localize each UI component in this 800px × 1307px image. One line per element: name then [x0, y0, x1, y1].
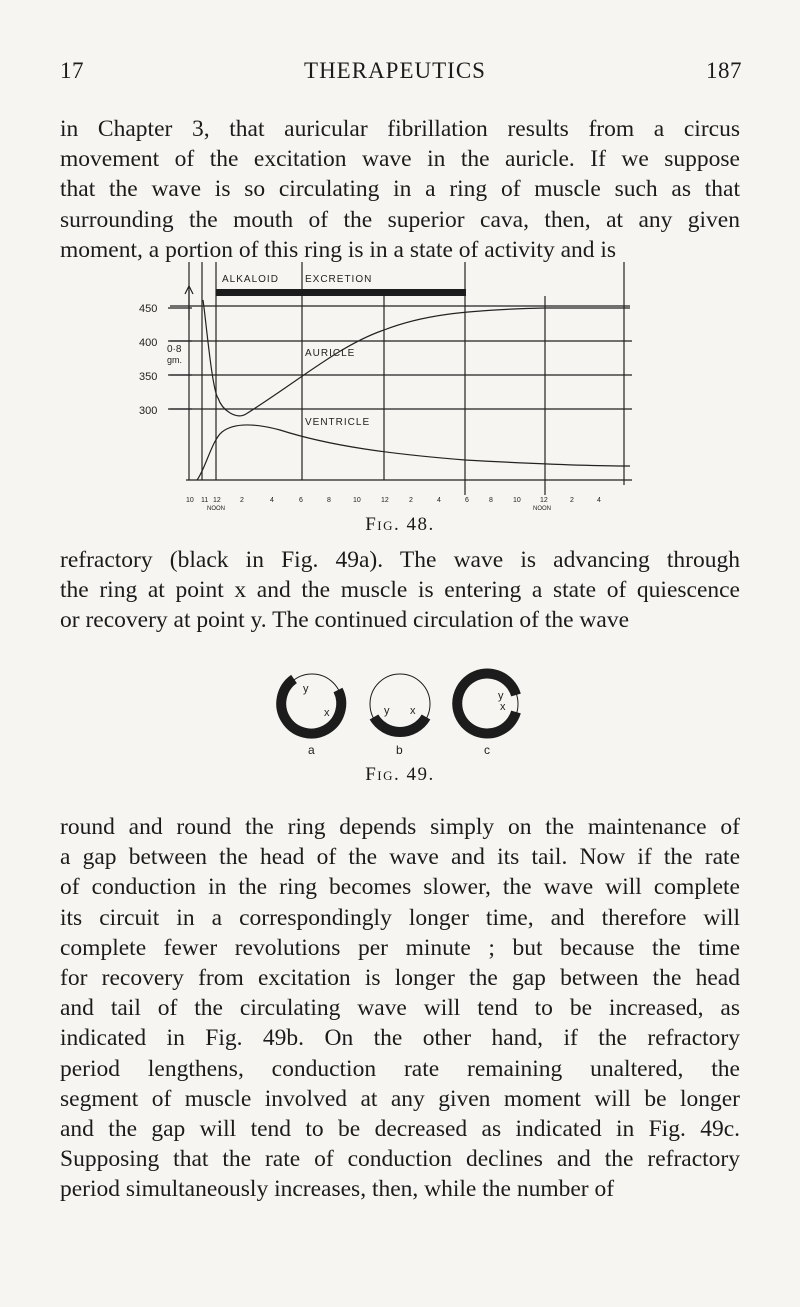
- x-tick-label: 11: [201, 497, 209, 504]
- text-line: indicated in Fig. 49b. On the other hand, if the refractory: [60, 1025, 740, 1052]
- text-line: the ring at point x and the muscle is entering a state of quiescence: [60, 577, 740, 604]
- figure-48-caption: Fig. 48.: [365, 514, 435, 535]
- x-ticks: [186, 497, 601, 512]
- ring-c: [457, 674, 518, 735]
- excretion-bar: [216, 289, 466, 296]
- point-x-label: x: [410, 705, 416, 717]
- text-line: period lengthens, conduction rate remaining unaltered, the: [60, 1055, 740, 1082]
- dose-unit: gm.: [167, 355, 183, 365]
- text-line: Supposing that the rate of conduction declines and the refractory: [60, 1146, 740, 1173]
- alkaloid-label: ALKALOID: [222, 274, 279, 285]
- panel-label-c: c: [484, 743, 490, 757]
- ring-a: [281, 674, 342, 734]
- x-tick-label: 4: [597, 497, 601, 504]
- text-line: moment, a portion of this ring is in a state of activity and is: [60, 236, 617, 263]
- x-tick-label: 12: [540, 497, 548, 504]
- text-line: segment of muscle involved at any given moment will be longer: [60, 1085, 740, 1112]
- x-tick-label: 12: [381, 497, 389, 504]
- point-y-label: y: [498, 690, 504, 702]
- noon-label: NOON: [207, 506, 225, 512]
- y-tick-label: 350: [139, 371, 158, 383]
- panel-label-b: b: [396, 743, 403, 757]
- text-line: and tail of the circulating wave will tend to be increased, as: [60, 995, 740, 1022]
- y-tick-label: 450: [139, 303, 158, 315]
- x-tick-label: 6: [299, 497, 303, 504]
- text-line: in Chapter 3, that auricular fibrillation results from a circus: [60, 116, 740, 142]
- x-tick-label: 8: [327, 497, 331, 504]
- point-y-label: y: [303, 683, 309, 695]
- panel-label-a: a: [308, 743, 315, 757]
- point-x-label: x: [500, 701, 506, 713]
- point-x-label: x: [324, 707, 330, 719]
- auricle-curve: [203, 300, 630, 416]
- chapter-number: 17: [60, 58, 84, 83]
- figure-49: [270, 662, 530, 762]
- paragraph-3: [60, 812, 740, 1205]
- ring-b: [370, 674, 430, 734]
- figure-49-caption: Fig. 49.: [365, 764, 435, 785]
- x-tick-label: 12: [213, 497, 221, 504]
- x-tick-label: 10: [186, 497, 194, 504]
- text-line: for recovery from excitation is longer the gap between the head: [60, 965, 740, 992]
- text-line: and the gap will tend to be decreased as indicated in Fig. 49c.: [60, 1116, 740, 1143]
- ventricle-label: VENTRICLE: [305, 417, 371, 428]
- text-line: a gap between the head of the wave and its tail. Now if the rate: [60, 844, 740, 871]
- text-line: or recovery at point y. The continued circulation of the wave: [60, 607, 630, 634]
- x-tick-label: 6: [465, 497, 469, 504]
- excretion-label: EXCRETION: [305, 274, 373, 285]
- point-y-label: y: [384, 705, 390, 717]
- ventricle-curve: [197, 425, 630, 480]
- x-tick-label: 8: [489, 497, 493, 504]
- text-line: surrounding the mouth of the superior cava, then, at any given: [60, 206, 740, 233]
- page-number: 187: [705, 58, 742, 83]
- noon-label: NOON: [533, 506, 551, 512]
- x-tick-label: 4: [437, 497, 441, 504]
- text-line: movement of the excitation wave in the auricle. If we suppose: [60, 146, 740, 173]
- x-tick-label: 2: [240, 497, 244, 504]
- y-tick-label: 300: [139, 405, 158, 417]
- text-line: period simultaneously increases, then, while the number of: [60, 1176, 615, 1203]
- dose-label: 0·8: [167, 344, 182, 355]
- paragraph-2: [60, 545, 740, 636]
- running-title: THERAPEUTICS: [304, 58, 486, 83]
- x-tick-label: 4: [270, 497, 274, 504]
- x-tick-label: 10: [353, 497, 361, 504]
- text-line: refractory (black in Fig. 49a). The wave is advancing through: [60, 547, 740, 573]
- x-tick-label: 2: [570, 497, 574, 504]
- x-tick-label: 10: [513, 497, 521, 504]
- text-line: its circuit in a correspondingly longer time, and therefore will: [60, 904, 740, 931]
- text-line: of conduction in the ring becomes slower, the wave will complete: [60, 874, 740, 901]
- y-tick-label: 400: [139, 337, 158, 349]
- text-line: round and round the ring depends simply on the maintenance of: [60, 814, 740, 840]
- text-line: that the wave is so circulating in a ring of muscle such as that: [60, 176, 740, 203]
- x-tick-label: 2: [409, 497, 413, 504]
- auricle-label: AURICLE: [305, 348, 356, 359]
- figure-48: [0, 0, 800, 520]
- text-line: complete fewer revolutions per minute ; but because the time: [60, 934, 740, 961]
